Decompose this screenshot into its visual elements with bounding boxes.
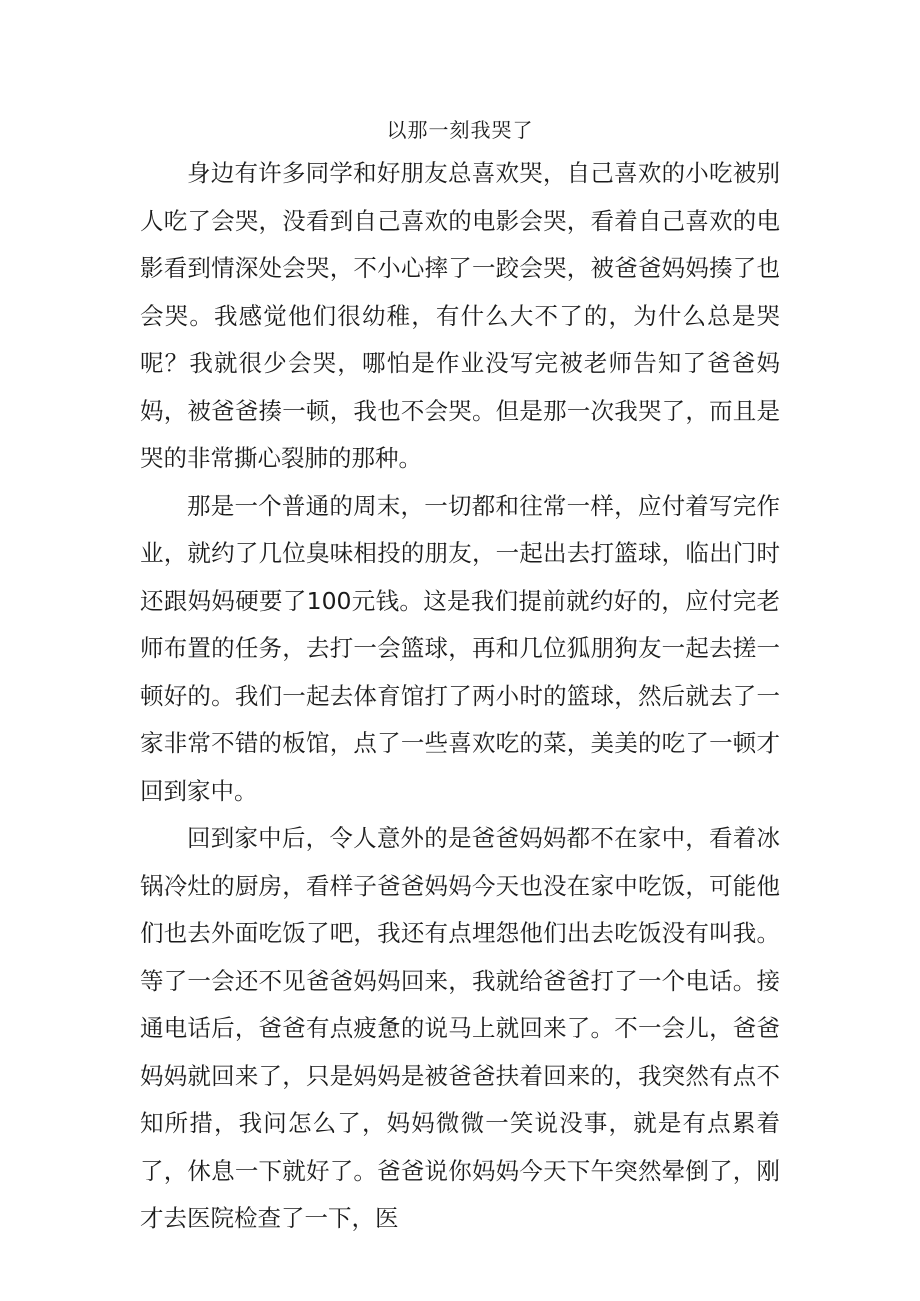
document-title: 以那一刻我哭了 [386, 118, 534, 142]
document-body [140, 150, 780, 1243]
paragraph-3: 回到家中后，令人意外的是爸爸妈妈都不在家中，看着冰锅冷灶的厨房，看样子爸爸妈妈今天也没在家中吃饭，可能他们也去外面吃饭了吧，我还有点埋怨他们出去吃饭没有叫我。等了一会还不见爸爸妈妈回来，我就给爸爸打了一个电话。接通电话后，爸爸有点疲惫的说马上就回来了。不一会儿，爸爸妈妈就回来了，只是妈妈是被爸爸扶着回来的，我突然有点不知所措，我问怎么了，妈妈微微一笑说没事，就是有点累着了，休息一下就好了。爸爸说你妈妈今天下午突然晕倒了，刚才去医院检查了一下，医 [140, 824, 780, 1232]
paragraph-2: 那是一个普通的周末，一切都和往常一样，应付着写完作业，就约了几位臭味相投的朋友，一起出去打篮球，临出门时还跟妈妈硬要了100元钱。这是我们提前就约好的，应付完老师布置的任务，去打一会篮球，再和几位狐朋狗友一起去搓一顿好的。我们一起去体育馆打了两小时的篮球，然后就去了一家非常不错的板馆，点了一些喜欢吃的菜，美美的吃了一顿才回到家中。 [140, 491, 780, 805]
paragraph-1: 身边有许多同学和好朋友总喜欢哭，自己喜欢的小吃被别人吃了会哭，没看到自己喜欢的电影会哭，看着自己喜欢的电影看到情深处会哭，不小心摔了一跤会哭，被爸爸妈妈揍了也会哭。我感觉他们很幼稚，有什么大不了的，为什么总是哭呢？我就很少会哭，哪怕是作业没写完被老师告知了爸爸妈妈，被爸爸揍一顿，我也不会哭。但是那一次我哭了，而且是哭的非常撕心裂肺的那种。 [140, 159, 780, 472]
